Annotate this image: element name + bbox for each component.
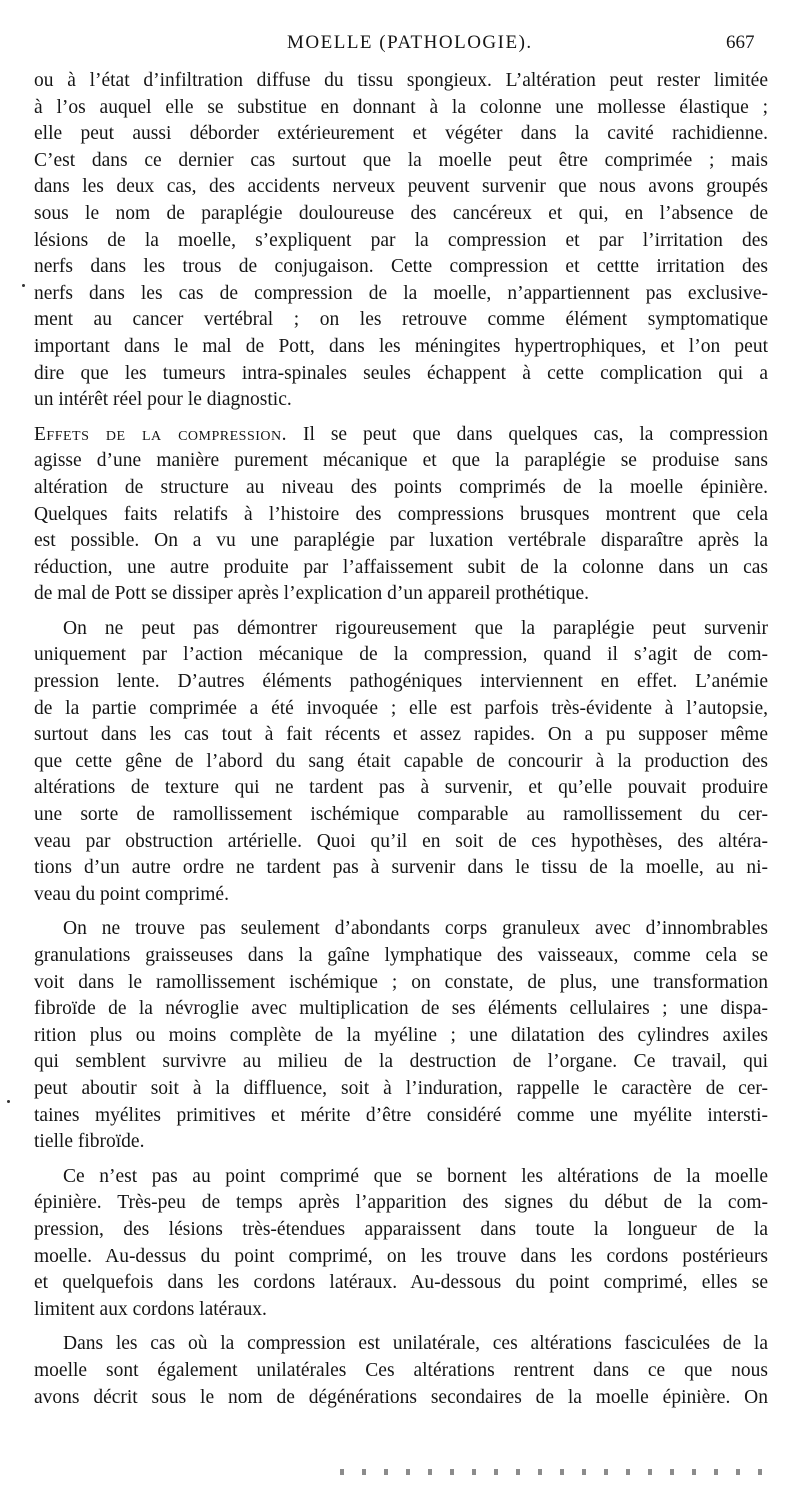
text-line: On ne trouve pas seulement d’abondants corps granuleux avec d’innombrables — [63, 918, 768, 940]
footer-print-residue — [340, 1469, 770, 1475]
text-line: une sorte de ramollissement ischémique comparable au ramollissement du cer- — [34, 804, 768, 826]
text-line: Quelques faits relatifs à l’histoire des compressions brusques montrent que cela — [34, 503, 768, 525]
text-line: de mal de Pott se dissiper après l’explication d’un appareil prothétique. — [34, 583, 590, 605]
text-line: sous le nom de paraplégie douloureuse des cancéreux et qui, en l’absence de — [34, 202, 768, 224]
text-line: à l’os auquel elle se substitue en donnant à la colonne une mollesse élastique ; — [34, 96, 768, 118]
text-line: uniquement par l’action mécanique de la compression, quand il s’agit de com- — [34, 644, 768, 666]
text-line: avons décrit sous le nom de dégénérations secondaires de la moelle épinière. On — [34, 1386, 768, 1408]
text-line: altérations de texture qui ne tardent pas à survenir, et qu’elle pouvait produire — [34, 777, 768, 799]
paragraph — [34, 1164, 768, 1324]
text-line-rest: Il se peut que dans quelques cas, la compression — [286, 423, 768, 445]
margin-speck — [7, 1100, 10, 1103]
text-line: pression lente. D’autres éléments pathogéniques interviennent en effet. L’anémie — [34, 671, 768, 693]
text-line: qui semblent survivre au milieu de la destruction de l’organe. Ce travail, qui — [34, 1051, 768, 1073]
section-heading: Effets de la compression. — [34, 423, 287, 445]
text-line: On ne peut pas démontrer rigoureusement que la paraplégie peut survenir — [63, 617, 768, 639]
paragraph — [34, 1331, 768, 1411]
text-line: Ce n’est pas au point comprimé que se bornent les altérations de la moelle — [63, 1165, 768, 1187]
text-line: est possible. On a vu une paraplégie par luxation vertébrale disparaître après la — [34, 530, 768, 552]
text-line: ment au cancer vertébral ; on les retrouve comme élément symptomatique — [34, 309, 768, 331]
text-line: un intérêt réel pour le diagnostic. — [34, 389, 292, 411]
text-line: limitent aux cordons latéraux. — [34, 1298, 267, 1320]
text-line: ou à l’état d’infiltration diffuse du tissu spongieux. L’altération peut rester limitée — [34, 70, 768, 91]
text-line: Dans les cas où la compression est unilatérale, ces altérations fasciculées de la — [63, 1333, 768, 1355]
text-line: agisse d’une manière purement mécanique et que la paraplégie se produise sans — [34, 450, 768, 472]
text-line: nerfs dans les trous de conjugaison. Cette compression et cettte irritation des — [34, 256, 768, 278]
text-line: épinière. Très-peu de temps après l’apparition des signes du début de la com- — [34, 1192, 768, 1214]
text-line: pression, des lésions très-étendues apparaissent dans toute la longueur de la — [34, 1218, 768, 1240]
text-line: veau du point comprimé. — [34, 883, 229, 905]
text-line: fibroïde de la névroglie avec multiplication de ses éléments cellulaires ; une dispa- — [34, 998, 768, 1020]
text-line: rition plus ou moins complète de la myéline ; une dilatation des cylindres axiles — [34, 1024, 768, 1046]
text-line: de la partie comprimée a été invoquée ; elle est parfois très-évidente à l’autopsie, — [34, 697, 768, 719]
text-line: important dans le mal de Pott, dans les méningites hypertrophiques, et l’on peut — [34, 335, 768, 357]
text-line: altération de structure au niveau des points comprimés de la moelle épinière. — [34, 476, 768, 498]
text-line: C’est dans ce dernier cas surtout que la moelle peut être comprimée ; mais — [34, 149, 768, 171]
running-head — [0, 32, 800, 62]
text-line: dans les deux cas, des accidents nerveux peuvent survenir que nous avons groupés — [34, 176, 768, 198]
body-text — [34, 68, 768, 1411]
paragraph — [34, 616, 768, 909]
text-line: nerfs dans les cas de compression de la moelle, n’appartiennent pas exclusive- — [34, 282, 768, 304]
paragraph — [34, 916, 768, 1155]
margin-speck — [22, 284, 25, 287]
running-title: MOELLE (PATHOLOGIE). — [287, 32, 533, 53]
text-line: dire que les tumeurs intra-spinales seules échappent à cette complication qui a — [34, 362, 768, 384]
text-line: lésions de la moelle, s’expliquent par la compression et par l’irritation des — [34, 229, 768, 251]
paragraph — [34, 68, 768, 414]
text-line — [34, 422, 768, 449]
text-line: taines myélites primitives et mérite d’être considéré comme une myélite intersti- — [34, 1104, 768, 1126]
text-line: peut aboutir soit à la diffluence, soit à l’induration, rappelle le caractère de cer- — [34, 1077, 768, 1099]
text-line: réduction, une autre produite par l’affaissement subit de la colonne dans un cas — [34, 556, 768, 578]
text-line: elle peut aussi déborder extérieurement et végéter dans la cavité rachidienne. — [34, 123, 768, 145]
text-line: surtout dans les cas tout à fait récents et assez rapides. On a pu supposer même — [34, 724, 768, 746]
text-line: moelle. Au-dessus du point comprimé, on les trouve dans les cordons postérieurs — [34, 1245, 768, 1267]
text-line: tielle fibroïde. — [34, 1131, 145, 1153]
text-line: moelle sont également unilatérales Ces altérations rentrent dans ce que nous — [34, 1359, 768, 1381]
page-number: 667 — [726, 32, 755, 53]
text-line: voit dans le ramollissement ischémique ; on constate, de plus, une transformation — [34, 971, 768, 993]
text-line: que cette gêne de l’abord du sang était capable de concourir à la production des — [34, 750, 768, 772]
text-line: tions d’un autre ordre ne tardent pas à survenir dans le tissu de la moelle, au ni- — [34, 857, 768, 879]
text-line: granulations graisseuses dans la gaîne lymphatique des vaisseaux, comme cela se — [34, 945, 768, 966]
text-line: veau par obstruction artérielle. Quoi qu’il en soit de ces hypothèses, des altéra- — [34, 830, 768, 852]
paragraph — [34, 422, 768, 608]
text-line: et quelquefois dans les cordons latéraux. Au-dessous du point comprimé, elles se — [34, 1272, 768, 1294]
